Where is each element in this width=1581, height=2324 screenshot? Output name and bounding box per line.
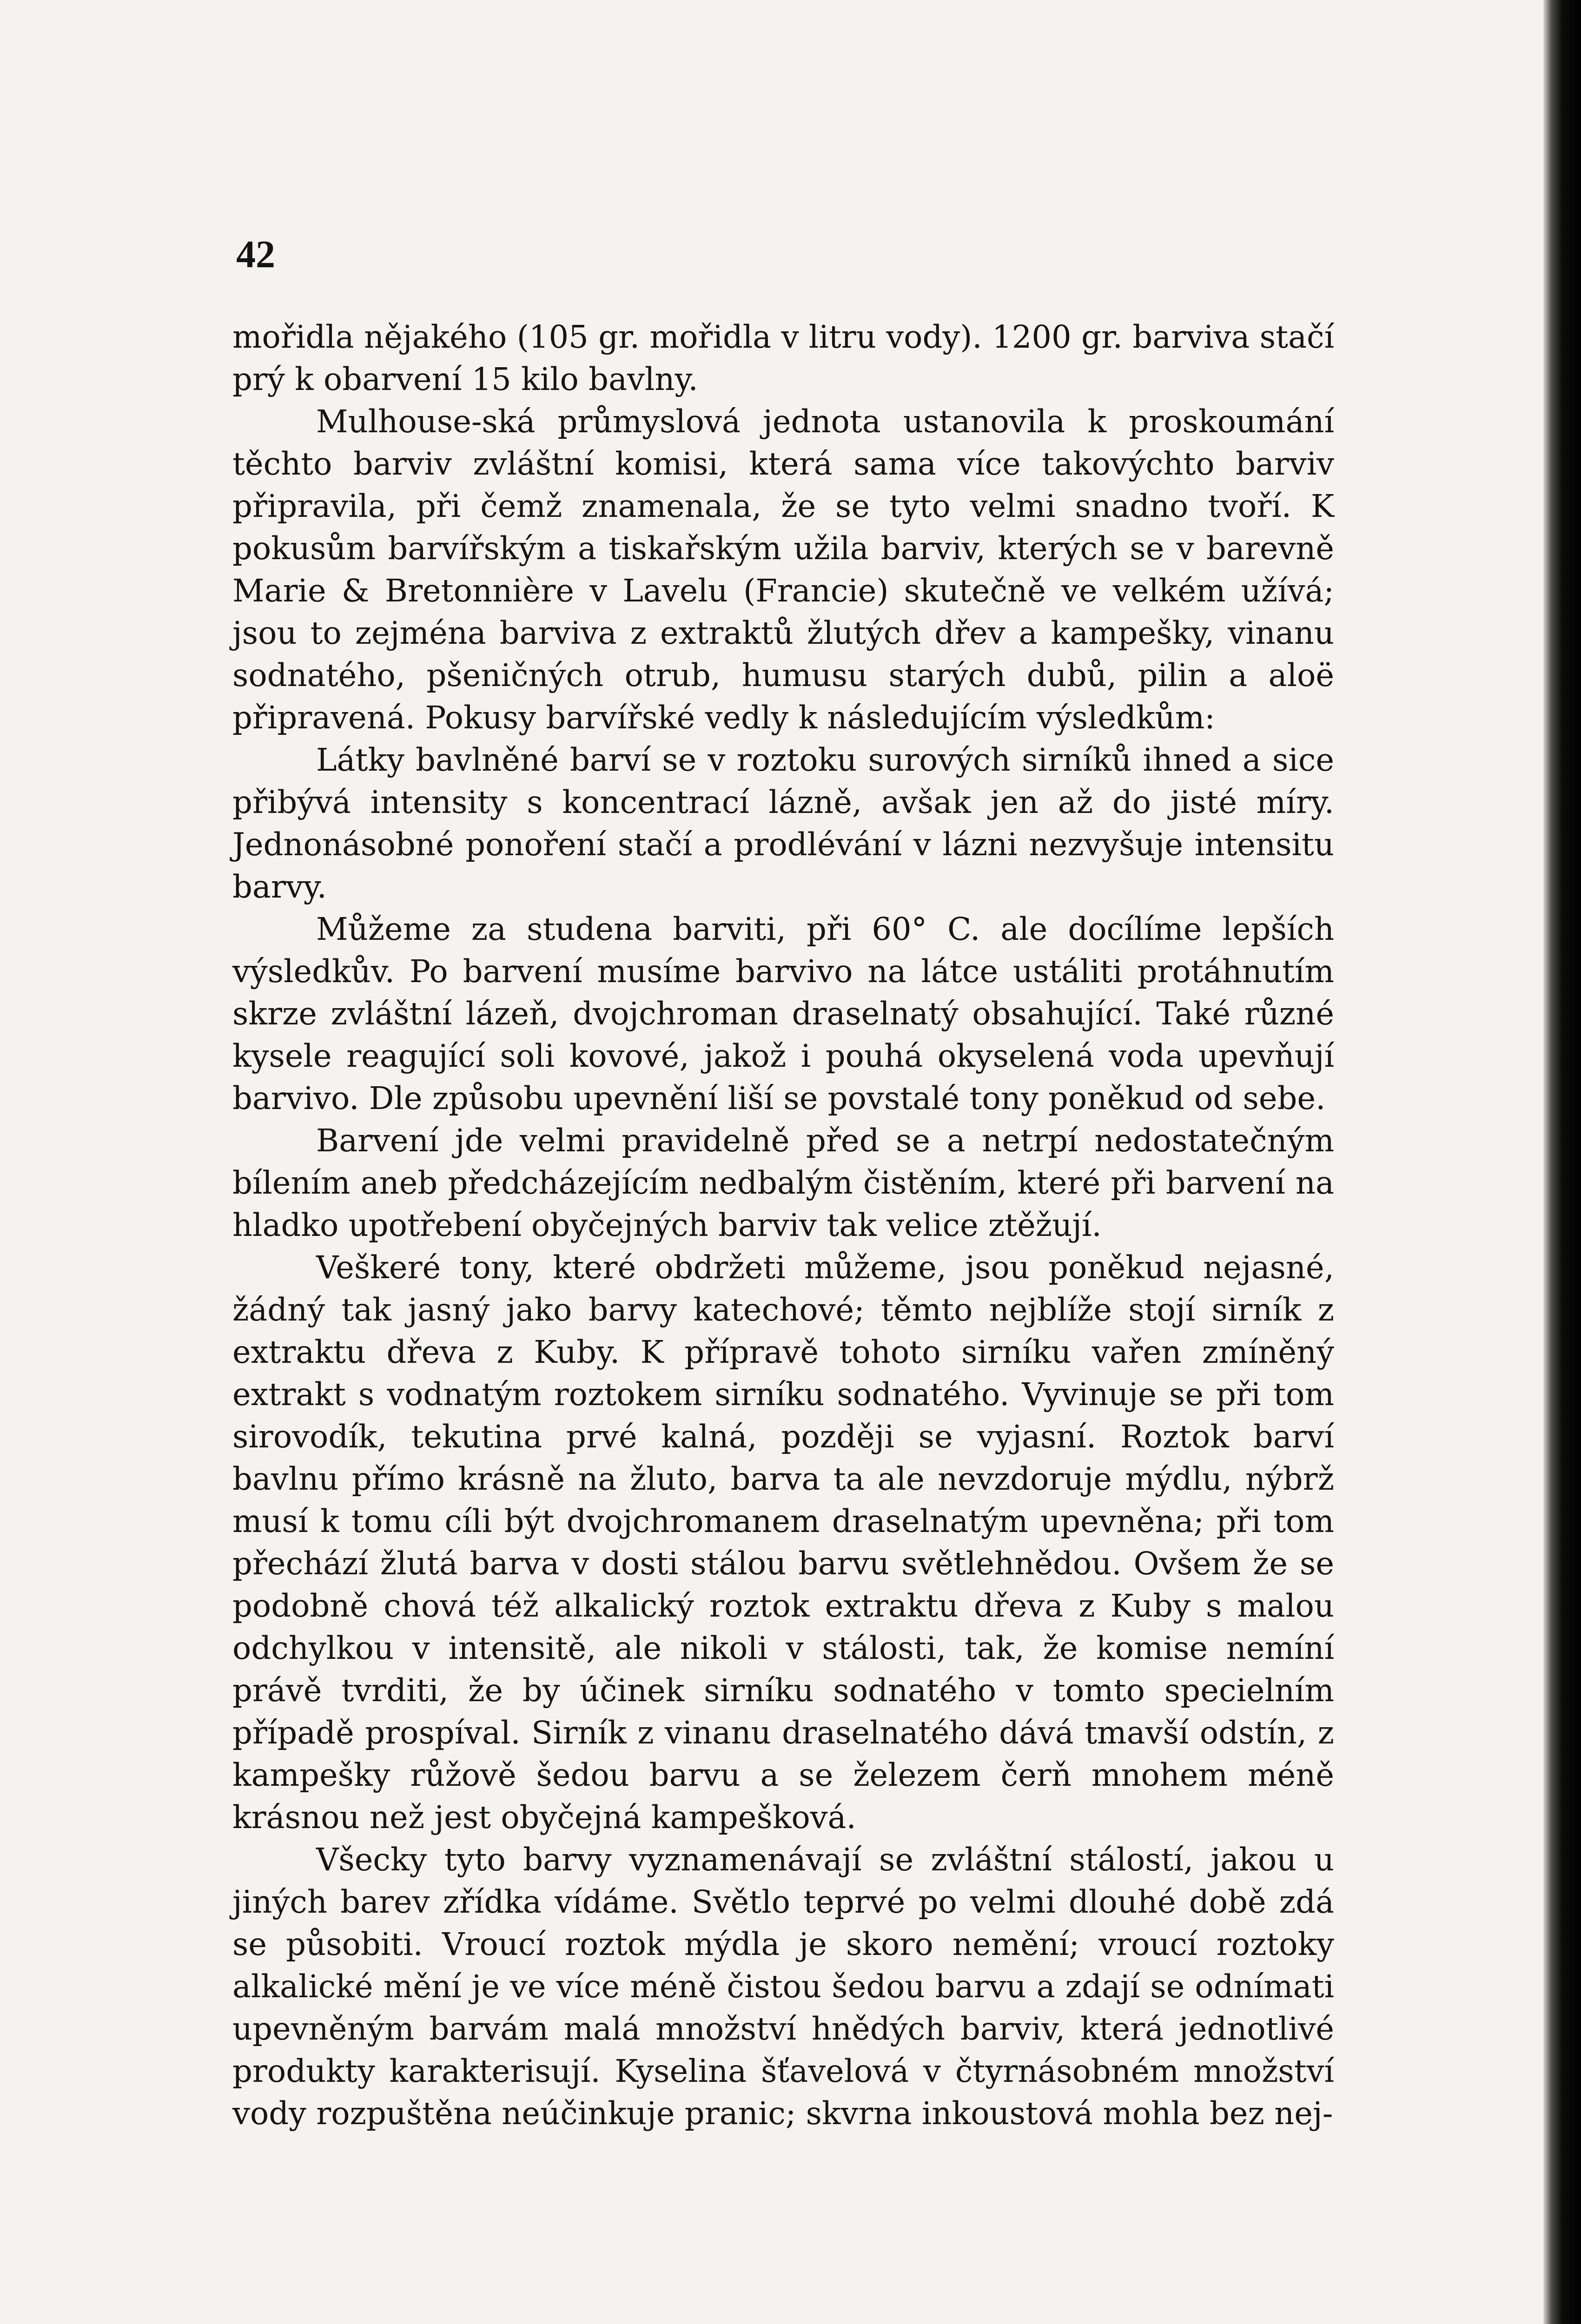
paragraph: Mulhouse-ská průmyslová jednota ustanovila k proskoumání těchto barviv zvláštní komisi, která sama více takovýchto barviv připravila, při čemž znamenala, že se tyto velmi snadno tvoří. K pokusům barvířským a tiskařským užila barviv, kterých se v barevně Marie & Bretonnière v Lavelu (Francie) skutečně ve velkém užívá; jsou to zejména barviva z extraktů žlutých dřev a kampešky, vinanu sodnatého, pšeničných otrub, humusu starých dubů, pilin a aloë připravená. Pokusy barvířské vedly k následujícím výsledkům:	[232, 403, 1334, 736]
paragraph: Můžeme za studena barviti, při 60° C. ale docílíme lepších výsledkův. Po barvení musíme barvivo na látce ustáliti protáhnutím skrze zvláštní lázeň, dvojchroman draselnatý obsahující. Také různé kysele reagující soli kovové, jakož i pouhá okyselená voda upevňují barvivo. Dle způsobu upevnění liší se povstalé tony poněkud od sebe.	[232, 911, 1334, 1116]
paragraph: Všecky tyto barvy vyznamenávají se zvláštní stálostí, jakou u jiných barev zřídka vídáme. Světlo teprvé po velmi dlouhé době zdá se působiti. Vroucí roztok mýdla je skoro nemění; vroucí roztoky alkalické mění je ve více méně čistou šedou barvu a zdají se odnímati upevněným barvám malá množství hnědých barviv, která jednotlivé produkty karakterisují. Kyselina šťavelová v čtyrnásobném množství vody rozpuštěna neúčinkuje pranic; skvrna inkoustová mohla bez nej-	[232, 1842, 1334, 2132]
paragraph: Látky bavlněné barví se v roztoku surových sirníků ihned a sice přibývá intensity s koncentrací lázně, avšak jen až do jisté míry. Jednonásobné ponoření stačí a prodlévání v lázni nezvyšuje intensitu barvy.	[232, 742, 1334, 905]
page-number: 42	[236, 233, 275, 276]
paragraph: mořidla nějakého (105 gr. mořidla v litru vody). 1200 gr. barviva stačí prý k obarvení 15 kilo bavlny.	[232, 319, 1334, 397]
paragraph: Barvení jde velmi pravidelně před se a netrpí nedostatečným bílením aneb předcházejícím nedbalým čistěním, které při barvení na hladko upotřebení obyčejných barviv tak velice ztěžují.	[232, 1122, 1334, 1243]
body-text	[232, 316, 1334, 2135]
paragraph: Veškeré tony, které obdržeti můžeme, jsou poněkud nejasné, žádný tak jasný jako barvy katechové; těmto nejblíže stojí sirník z extraktu dřeva z Kuby. K přípravě tohoto sirníku vařen zmíněný extrakt s vodnatým roztokem sirníku sodnatého. Vyvinuje se při tom sirovodík, tekutina prvé kalná, později se vyjasní. Roztok barví bavlnu přímo krásně na žluto, barva ta ale nevzdoruje mýdlu, nýbrž musí k tomu cíli být dvojchromanem draselnatým upevněna; při tom přechází žlutá barva v dosti stálou barvu světlehnědou. Ovšem že se podobně chová též alkalický roztok extraktu dřeva z Kuby s malou odchylkou v intensitě, ale nikoli v stálosti, tak, že komise nemíní právě tvrditi, že by účinek sirníku sodnatého v tomto specielním případě prospíval. Sirník z vinanu draselnatého dává tmavší odstín, z kampešky růžově šedou barvu a se železem čerň mnohem méně krásnou než jest obyčejná kampešková.	[232, 1249, 1334, 1835]
book-binding-edge	[1543, 0, 1581, 2324]
